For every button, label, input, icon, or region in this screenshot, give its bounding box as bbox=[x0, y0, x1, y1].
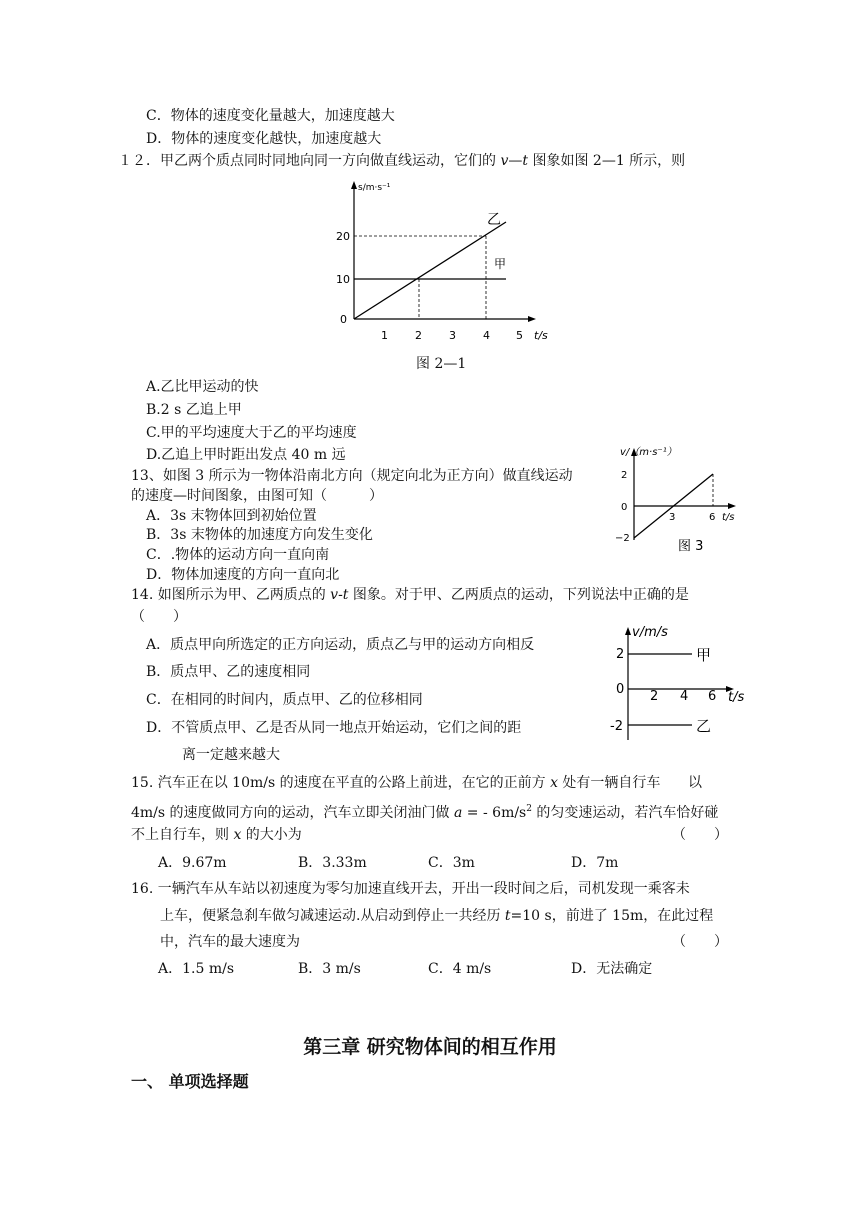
q14-label-yi: 乙 bbox=[696, 717, 712, 735]
q13-ytick-neg2: −2 bbox=[615, 533, 630, 544]
q12-xlabel: t/s bbox=[534, 329, 548, 342]
q12-y-arrow bbox=[351, 181, 357, 189]
q12-caption: 图 2—1 bbox=[416, 356, 467, 372]
q14-figure bbox=[604, 618, 754, 746]
q13-stem-line2: 的速度—时间图象，由图可知（ ） bbox=[131, 488, 383, 504]
q14-ytick-2: 2 bbox=[616, 647, 625, 662]
q13-ylabel: v/（m·s⁻¹） bbox=[620, 447, 677, 458]
q12-ylabel: s/m·s⁻¹ bbox=[358, 183, 391, 193]
q13-xtick-3: 3 bbox=[669, 512, 676, 523]
q15-line1-tail: 以 bbox=[688, 775, 702, 791]
q16-line1: 16. 一辆汽车从车站以初速度为零匀加速直线开去，开出一段时间之后，司机发现一乘客未 bbox=[131, 881, 690, 897]
q15-line1: 15. 汽车正在以 10m/s 的速度在平直的公路上前进，在它的正前方 x 处有一辆自行车 bbox=[131, 775, 661, 791]
q12-xtick-5: 5 bbox=[516, 329, 523, 342]
q14-stem-line2: （ ） bbox=[131, 609, 187, 625]
q13-figure bbox=[612, 444, 752, 556]
q13-stem-line1: 13、如图 3 所示为一物体沿南北方向（规定向北为正方向）做直线运动 bbox=[131, 468, 573, 484]
q13-option-b: B．3s 末物体的加速度方向发生变化 bbox=[146, 527, 373, 543]
q15-line2: 4m/s 的速度做同方向的运动，汽车立即关闭油门做 a = - $6m/s^2$ 的匀变速运动，若汽车恰好碰 bbox=[131, 804, 719, 821]
q13-x-arrow bbox=[728, 503, 736, 509]
q12-figure bbox=[330, 178, 548, 348]
q16-option-a: A．1.5 m/s bbox=[158, 961, 235, 977]
q12-label-jia: 甲 bbox=[494, 257, 507, 271]
q14-xtick-4: 4 bbox=[680, 689, 689, 704]
q14-xtick-2: 2 bbox=[650, 689, 659, 704]
q14-option-b: B．质点甲、乙的速度相同 bbox=[146, 664, 311, 680]
q16-line3: 中，汽车的最大速度为 bbox=[160, 934, 300, 950]
q12-option-d: D.乙追上甲时距出发点 40 m 远 bbox=[146, 447, 346, 463]
q14-ytick-neg2: -2 bbox=[610, 719, 623, 734]
q15-option-d: D．7m bbox=[571, 855, 619, 871]
q14-option-a: A．质点甲向所选定的正方向运动，质点乙与甲的运动方向相反 bbox=[146, 637, 535, 653]
q15-line3: 不上自行车，则 x 的大小为 bbox=[131, 827, 302, 843]
q12-xtick-4: 4 bbox=[483, 329, 490, 342]
q12-option-c: C.甲的平均速度大于乙的平均速度 bbox=[146, 425, 357, 441]
q16-blank: （ ） bbox=[672, 934, 728, 950]
q14-option-c: C．在相同的时间内，质点甲、乙的位移相同 bbox=[146, 692, 423, 708]
q12-stem: １２．甲乙两个质点同时同地向同一方向做直线运动，它们的 v—t 图象如图 2—1 所示，则 bbox=[118, 153, 686, 169]
q13-xlabel: t/s bbox=[722, 512, 735, 523]
q12-xtick-1: 1 bbox=[381, 329, 388, 342]
q14-ylabel: v/m/s bbox=[632, 625, 668, 640]
q14-xlabel: t/s bbox=[728, 690, 745, 705]
q14-ytick-0: 0 bbox=[616, 682, 625, 697]
q14-label-jia: 甲 bbox=[696, 646, 712, 664]
q13-option-d: D．物体加速度的方向一直向北 bbox=[146, 567, 340, 583]
q12-option-b: B.2 s 乙追上甲 bbox=[146, 402, 242, 418]
q12-label-yi: 乙 bbox=[487, 212, 501, 228]
chapter-title: 第三章 研究物体间的相互作用 bbox=[303, 1036, 557, 1058]
q14-y-arrow bbox=[625, 627, 631, 635]
q14-stem: 14. 如图所示为甲、乙两质点的 v-t 图象。对于甲、乙两质点的运动，下列说法中正确的是 bbox=[131, 587, 689, 603]
q13-option-c: C．.物体的运动方向一直向南 bbox=[146, 547, 330, 563]
q12-xtick-3: 3 bbox=[449, 329, 456, 342]
q13-ytick-2: 2 bbox=[621, 470, 628, 481]
q12-option-a: A.乙比甲运动的快 bbox=[146, 379, 259, 395]
q13-caption: 图 3 bbox=[678, 539, 704, 554]
q12-ytick-0: 0 bbox=[340, 313, 347, 326]
section-heading: 一、 单项选择题 bbox=[131, 1072, 249, 1091]
q11-option-c: C．物体的速度变化量越大，加速度越大 bbox=[146, 108, 395, 124]
q12-xtick-2: 2 bbox=[415, 329, 422, 342]
q13-xtick-6: 6 bbox=[709, 512, 716, 523]
q13-option-a: A．3s 末物体回到初始位置 bbox=[146, 508, 317, 524]
q14-xtick-6: 6 bbox=[708, 689, 717, 704]
q15-option-a: A．9.67m bbox=[158, 855, 227, 871]
q16-option-d: D．无法确定 bbox=[571, 961, 653, 977]
q15-option-c: C．3m bbox=[428, 855, 475, 871]
q14-option-d-cont: 离一定越来越大 bbox=[182, 747, 280, 763]
q12-line-yi bbox=[354, 222, 506, 319]
q15-option-b: B．3.33m bbox=[298, 855, 367, 871]
q16-option-c: C．4 m/s bbox=[428, 961, 492, 977]
q12-ytick-10: 10 bbox=[336, 273, 350, 286]
q16-option-b: B．3 m/s bbox=[298, 961, 361, 977]
q12-ytick-20: 20 bbox=[336, 230, 350, 243]
q15-blank: （ ） bbox=[672, 827, 728, 843]
q16-line2: 上车，便紧急刹车做匀减速运动.从启动到停止一共经历 t=10 s，前进了 15m，在此过程 bbox=[160, 908, 714, 924]
q12-x-arrow bbox=[528, 316, 536, 322]
q14-option-d: D．不管质点甲、乙是否从同一地点开始运动，它们之间的距 bbox=[146, 720, 522, 736]
q13-ytick-0: 0 bbox=[621, 502, 628, 513]
q11-option-d: D．物体的速度变化越快，加速度越大 bbox=[146, 131, 382, 147]
